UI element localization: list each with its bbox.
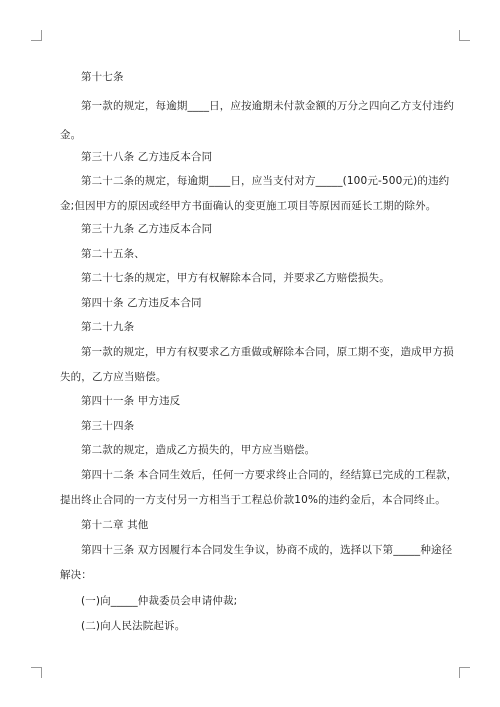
paragraph-line: 第三十四条 [81, 420, 135, 432]
article-39-heading: 第三十九条 乙方违反本合同 [81, 223, 213, 235]
option-arbitration: (一)向_____仲裁委员会申请仲裁; [81, 595, 238, 607]
paragraph-line: 解决： [60, 569, 92, 581]
paragraph-line: 第二十七条的规定，甲方有权解除本合同，并要求乙方赔偿损失。 [81, 272, 390, 284]
paragraph-line: 第一款的规定，每逾期____日，应按逾期未付款金额的万分之四向乙方支付违约 [81, 100, 455, 112]
paragraph-line: 第二十二条的规定，每逾期____日，应当支付对方_____(100元-500元)的违约 [81, 175, 450, 187]
article-17-heading: 第十七条 [81, 71, 124, 83]
chapter-12-heading: 第十二章 其他 [81, 519, 149, 531]
article-43-line: 第四十三条 双方因履行本合同发生争议，协商不成的，选择以下第_____种途径 [81, 544, 453, 556]
paragraph-line: 失的，乙方应当赔偿。 [60, 371, 167, 383]
paragraph-line: 第二款的规定，造成乙方损失的，甲方应当赔偿。 [81, 444, 316, 456]
article-38-heading: 第三十八条 乙方违反本合同 [81, 151, 213, 163]
paragraph-line: 第一款的规定，甲方有权要求乙方重做或解除本合同，原工期不变，造成甲方损 [81, 346, 454, 358]
crop-mark-bottom-right [459, 667, 470, 678]
paragraph-line: 金。 [60, 129, 82, 141]
article-42-line: 第四十二条 本合同生效后，任何一方要求终止合同的，经结算已完成的工程款， [81, 469, 458, 481]
paragraph-line: 第二十九条 [81, 321, 135, 333]
crop-mark-top-right [459, 30, 470, 41]
crop-mark-top-left [31, 30, 42, 41]
paragraph-line: 金;但因甲方的原因或经甲方书面确认的变更施工项目等原因而延长工期的除外。 [60, 200, 437, 212]
option-court: (二)向人民法院起诉。 [81, 620, 186, 632]
article-40-heading: 第四十条 乙方违反本合同 [81, 297, 202, 309]
article-41-heading: 第四十一条 甲方违反 [81, 395, 181, 407]
paragraph-line: 提出终止合同的一方支付另一方相当于工程总价款10%的违约金后，本合同终止。 [60, 494, 446, 506]
crop-mark-bottom-left [31, 667, 42, 678]
paragraph-line: 第二十五条、 [81, 248, 145, 260]
